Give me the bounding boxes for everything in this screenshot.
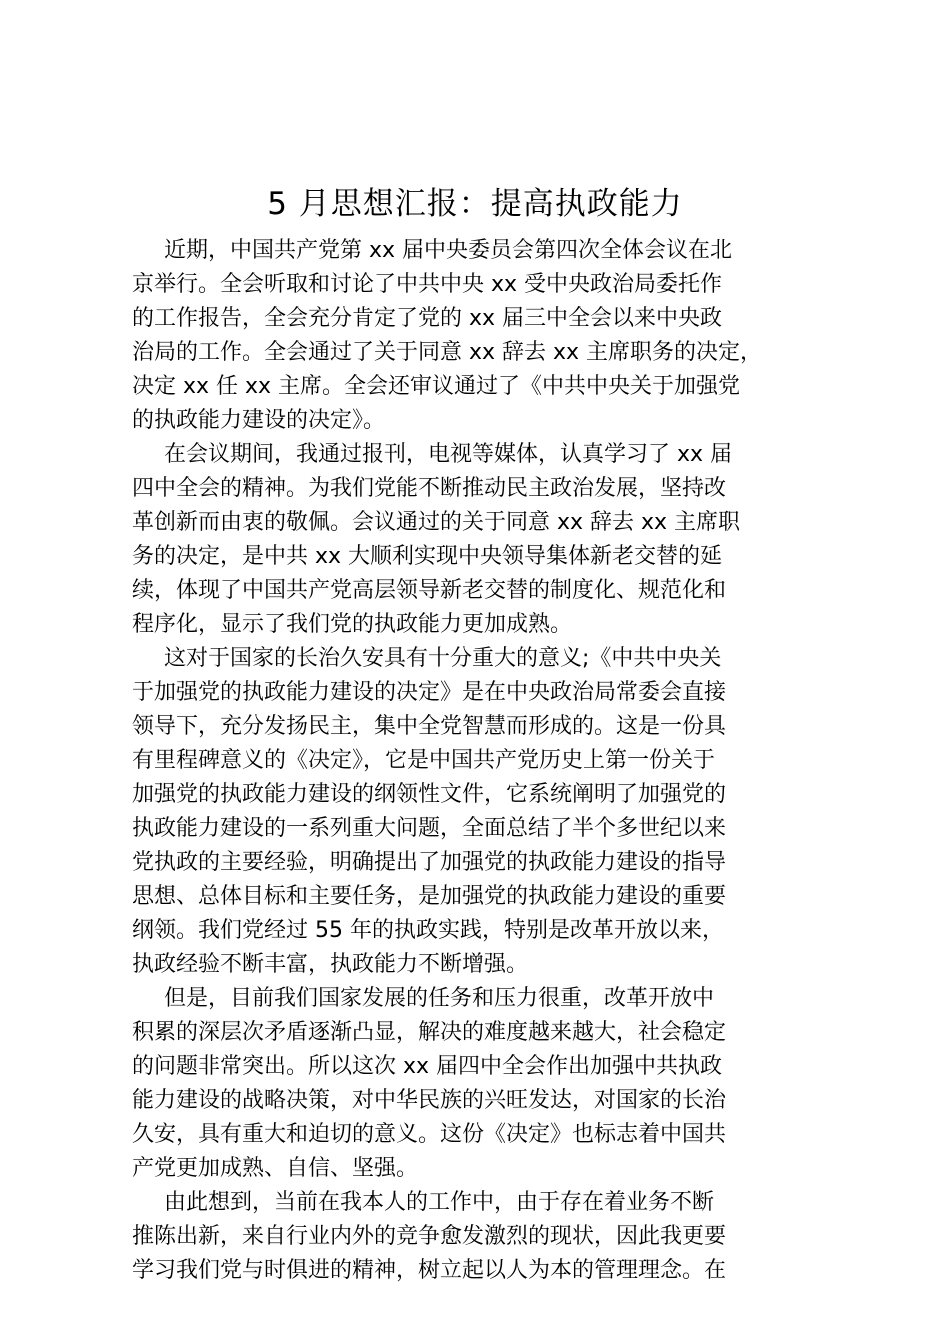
text-line: 推陈出新，来自行业内外的竞争愈发激烈的现状，因此我更要 bbox=[132, 1224, 727, 1249]
paragraph-2 bbox=[132, 438, 832, 642]
text-line: 思想、总体目标和主要任务，是加强党的执政能力建设的重要 bbox=[132, 884, 727, 909]
text-line: 产党更加成熟、自信、坚强。 bbox=[132, 1156, 419, 1181]
paragraph-4 bbox=[132, 982, 832, 1186]
text-line: 在会议期间，我通过报刊，电视等媒体，认真学习了 xx 届 bbox=[164, 442, 733, 467]
text-line: 革创新而由衷的敬佩。会议通过的关于同意 xx 辞去 xx 主席职 bbox=[132, 510, 741, 535]
text-line: 京举行。全会听取和讨论了中共中央 xx 受中央政治局委托作 bbox=[132, 272, 723, 297]
text-line: 的问题非常突出。所以这次 xx 届四中全会作出加强中共执政 bbox=[132, 1054, 723, 1079]
text-line: 近期，中国共产党第 xx 届中央委员会第四次全体会议在北 bbox=[164, 238, 733, 263]
text-line: 续，体现了中国共产党高层领导新老交替的制度化、规范化和 bbox=[132, 578, 727, 603]
text-line: 的执政能力建设的决定》。 bbox=[132, 408, 386, 433]
text-line: 党执政的主要经验，明确提出了加强党的执政能力建设的指导 bbox=[132, 850, 727, 875]
text-line: 执政能力建设的一系列重大问题，全面总结了半个多世纪以来 bbox=[132, 816, 727, 841]
text-line: 于加强党的执政能力建设的决定》是在中央政治局常委会直接 bbox=[132, 680, 727, 705]
text-line: 的工作报告，全会充分肯定了党的 xx 届三中全会以来中央政 bbox=[132, 306, 723, 331]
text-line: 领导下，充分发扬民主，集中全党智慧而形成的。这是一份具 bbox=[132, 714, 727, 739]
document-title: 5 月思想汇报：提高执政能力 bbox=[267, 186, 683, 222]
text-line: 纲领。我们党经过 55 年的执政实践，特别是改革开放以来， bbox=[132, 918, 724, 943]
paragraph-1 bbox=[132, 234, 832, 438]
text-line: 四中全会的精神。为我们党能不断推动民主政治发展，坚持改 bbox=[132, 476, 727, 501]
text-line: 能力建设的战略决策，对中华民族的兴旺发达，对国家的长治 bbox=[132, 1088, 727, 1113]
text-line: 决定 xx 任 xx 主席。全会还审议通过了《中共中央关于加强党 bbox=[132, 374, 741, 399]
text-line: 治局的工作。全会通过了关于同意 xx 辞去 xx 主席职务的决定， bbox=[132, 340, 763, 365]
text-line: 久安，具有重大和迫切的意义。这份《决定》也标志着中国共 bbox=[132, 1122, 727, 1147]
text-line: 这对于国家的长治久安具有十分重大的意义;《中共中央关 bbox=[164, 646, 722, 671]
text-line: 由此想到，当前在我本人的工作中，由于存在着业务不断 bbox=[164, 1190, 715, 1215]
text-line: 有里程碑意义的《决定》，它是中国共产党历史上第一份关于 bbox=[132, 748, 716, 773]
paragraph-5 bbox=[132, 1186, 832, 1288]
text-line: 务的决定，是中共 xx 大顺利实现中央领导集体新老交替的延 bbox=[132, 544, 723, 569]
text-line: 但是，目前我们国家发展的任务和压力很重，改革开放中 bbox=[164, 986, 715, 1011]
text-line: 学习我们党与时俱进的精神，树立起以人为本的管理理念。在 bbox=[132, 1258, 727, 1283]
text-line: 积累的深层次矛盾逐渐凸显，解决的难度越来越大，社会稳定 bbox=[132, 1020, 727, 1045]
paragraph-3 bbox=[132, 642, 832, 982]
text-line: 加强党的执政能力建设的纲领性文件，它系统阐明了加强党的 bbox=[132, 782, 727, 807]
text-line: 程序化，显示了我们党的执政能力更加成熟。 bbox=[132, 612, 573, 637]
document-body bbox=[132, 234, 832, 1288]
text-line: 执政经验不断丰富，执政能力不断增强。 bbox=[132, 952, 529, 977]
